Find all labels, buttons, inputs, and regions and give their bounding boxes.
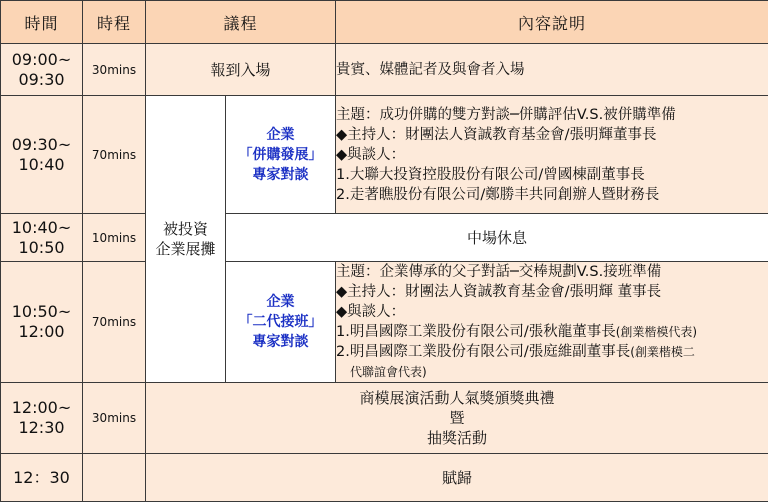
time-cell: 12：30 [1, 454, 83, 502]
row-succession-session [1, 262, 768, 383]
content-cell: 主題：企業傳承的父子對話─交棒規劃V.S.接班準備 ◆主持人：財團法人資誠教育基金會/張明輝 董事長 ◆與談人： 1.明昌國際工業股份有限公司/張秋龍董事長(創業楷模代表) 2.明昌國際工業股份有限公司/張庭維副董事長(創業楷模二 代聯誼會代表) [336, 262, 768, 383]
duration-cell-empty [83, 454, 146, 502]
time-cell: 10:50~ 12:00 [1, 262, 83, 383]
agenda-cell: 報到入場 [146, 44, 336, 96]
row-registration [1, 44, 768, 96]
header-duration: 時程 [83, 1, 146, 44]
exhibit-cell: 被投資 企業展攤 [146, 96, 226, 383]
header-row [1, 1, 768, 44]
time-cell: 09:30~ 10:40 [1, 96, 83, 214]
duration-cell: 70mins [83, 96, 146, 214]
departure-cell: 賦歸 [146, 454, 768, 502]
header-agenda: 議程 [146, 1, 336, 44]
row-departure [1, 454, 768, 502]
header-content: 內容說明 [336, 1, 768, 44]
row-mna-session [1, 96, 768, 214]
header-time: 時間 [1, 1, 83, 44]
break-cell: 中場休息 [226, 214, 768, 262]
topic-cell: 企業 「二代接班」 專家對談 [226, 262, 336, 383]
row-break [1, 214, 768, 262]
content-cell: 主題：成功併購的雙方對談─併購評估V.S.被併購準備 ◆主持人：財團法人資誠教育基金會/張明輝董事長 ◆與談人： 1.大聯大投資控股股份有限公司/曾國棟副董事長 2.走著瞧股份有限公司/鄭勝丰共同創辦人暨財務長 [336, 96, 768, 214]
duration-cell: 30mins [83, 383, 146, 454]
time-cell: 09:00~ 09:30 [1, 44, 83, 96]
content-cell: 貴賓、媒體記者及與會者入場 [336, 44, 768, 96]
time-cell: 12:00~ 12:30 [1, 383, 83, 454]
duration-cell: 10mins [83, 214, 146, 262]
duration-cell: 70mins [83, 262, 146, 383]
awards-cell: 商模展演活動人氣獎頒獎典禮 暨 抽獎活動 [146, 383, 768, 454]
topic-cell: 企業 「併購發展」 專家對談 [226, 96, 336, 214]
duration-cell: 30mins [83, 44, 146, 96]
time-cell: 10:40~ 10:50 [1, 214, 83, 262]
row-awards [1, 383, 768, 454]
